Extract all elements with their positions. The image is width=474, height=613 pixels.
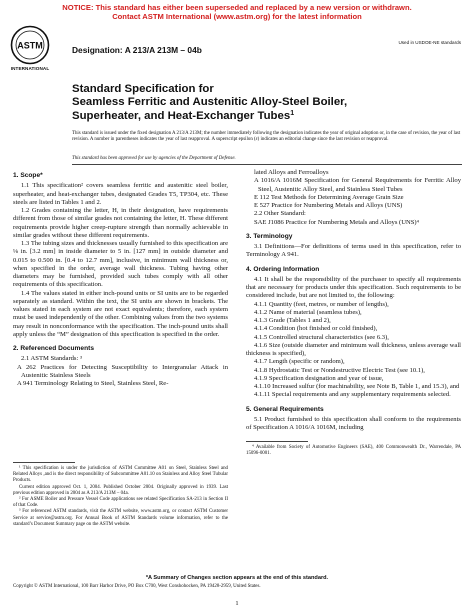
item-4-1-6: 4.1.6 Size (outside diameter and minimum wall thickness, unless average wall thickness is specified), <box>246 341 461 357</box>
footnote-1: ¹ This specification is under the jurisdiction of ASTM Committee A01 on Steel, Stainless Steel and Related Alloys ,and is the direct responsibility of Subcommittee A01.10 on Stainless and Alloy Steel Tubular Products. <box>13 466 228 484</box>
left-column <box>13 169 228 388</box>
title-footnote-mark: 1 <box>290 109 295 117</box>
ordering-information-heading: 4. Ordering Information <box>246 265 320 273</box>
para-3-1: 3.1 Definitions—For definitions of terms used in this specification, refer to Terminology A 941. <box>246 243 461 259</box>
footnote-divider-left <box>13 462 75 463</box>
right-column <box>246 169 461 432</box>
para-2-1: 2.1 ASTM Standards: ³ <box>21 355 82 363</box>
para-5-1: 5.1 Product furnished to this specification shall conform to the requirements of Specification A 1016/A 1016M, including <box>246 415 461 431</box>
footnotes-right <box>246 445 461 457</box>
dod-approval-note: This standard has been approved for use by agencies of the Department of Defense. <box>72 156 236 161</box>
para-2-2: 2.2 Other Standard: <box>254 210 306 218</box>
copyright-line: Copyright © ASTM International, 100 Barr Harbor Drive, PO Box C700, West Conshohocken, PA 19428-2959, United States. <box>13 584 261 589</box>
item-4-1-8: 4.1.8 Hydrostatic Test or Nondestructive Electric Test (see 10.1), <box>254 366 425 374</box>
summary-of-changes-note: *A Summary of Changes section appears at the end of this standard. <box>145 575 329 581</box>
para-1-3: 1.3 The tubing sizes and thicknesses usually furnished to this specification are ⅛ in. [3.2 mm] in inside diameter to 5 in. [127 mm] in outside diameter and 0.015 to 0.500 in. [0.4 to 12.7 mm], inclusive, in minimum wall thickness or, when specified in the order, average wall thickness. Tubing having other diameters may be furnished, provided such tubes comply with all other requirements of this specification. <box>13 240 228 289</box>
footnote-1-edition: Current edition approved Oct. 1, 2004. Published October 2004. Originally approved in 1939. Last previous edition approved in 2004 as A 213/A 213M – 04a. <box>13 484 228 496</box>
para-4-1: 4.1 It shall be the responsibility of the purchaser to specify all requirements that are necessary for products under this specification. Such requirements to be considered include, but are not limited to, the following: <box>246 275 461 300</box>
item-4-1-9: 4.1.9 Specification designation and year of issue, <box>254 374 384 382</box>
ref-a941: A 941 Terminology Relating to Steel, Stainless Steel, Re- <box>17 380 169 387</box>
header-divider <box>72 164 462 165</box>
item-4-1-1: 4.1.1 Quantity (feet, metres, or number of lengths), <box>254 300 389 308</box>
footnote-3: ³ For referenced ASTM standards, visit the ASTM website, www.astm.org, or contact ASTM Customer Service at service@astm.org. For Annual Book of ASTM Standards volume information, refer to the standard’s Document Summary page on the ASTM website. <box>13 509 228 527</box>
footnote-divider-right <box>246 441 308 442</box>
title-line-1: Standard Specification for <box>72 83 214 95</box>
para-1-4: 1.4 The values stated in either inch-pound units or SI units are to be regarded separately as standard. Within the text, the SI units are shown in brackets. The values stated in each system are not exact equivalents; therefore, each system must be used independently of the other. Combining values from the two systems may result in nonconformance with the specification. The inch-pound units shall apply unless the “M” designation of this specification is specified in the order. <box>13 289 228 338</box>
astm-logo-icon <box>10 25 50 65</box>
ref-a262: A 262 Practices for Detecting Susceptibility to Intergranular Attack in Austenitic Stainless Steels <box>17 363 228 379</box>
terminology-heading: 3. Terminology <box>246 232 293 240</box>
footnotes-left <box>13 466 228 528</box>
notice-line-1: NOTICE: This standard has either been superseded and replaced by a new version or withdrawn. <box>62 3 412 12</box>
ref-a1016: A 1016/A 1016M Specification for General Requirements for Ferritic Alloy Steel, Austenitic Alloy Steel, and Stainless Steel Tubes <box>254 177 461 193</box>
item-4-1-5: 4.1.5 Controlled structural characteristics (see 6.3), <box>254 333 389 341</box>
referenced-documents-heading: 2. Referenced Documents <box>13 345 94 352</box>
title-line-2: Seamless Ferritic and Austenitic Alloy-Steel Boiler, <box>72 96 348 109</box>
item-4-1-10: 4.1.10 Increased sulfur (for machinability, see Note B, Table 1, and 15.3), and <box>254 383 460 390</box>
footnote-2: ² For ASME Boiler and Pressure Vessel Code applications see related Specification SA-213 in Section II of that Code. <box>13 497 228 509</box>
ref-e527: E 527 Practice for Numbering Metals and Alloys (UNS) <box>254 202 403 209</box>
item-4-1-2: 4.1.2 Name of material (seamless tubes), <box>254 308 362 316</box>
item-4-1-4: 4.1.4 Condition (hot finished or cold finished), <box>254 325 378 333</box>
designation: Designation: A 213/A 213M – 04b <box>72 45 202 55</box>
used-in-note: Used in USDOE-NE standards <box>398 40 461 45</box>
para-1-1: 1.1 This specification² covers seamless ferritic and austenitic steel boiler, superheater, and heat-exchanger tubes, designated Grades T5, TP304, etc. These steels are listed in Tables 1 and 2. <box>13 182 228 206</box>
ref-a941-continued: lated Alloys and Ferroalloys <box>254 169 329 176</box>
ref-e112: E 112 Test Methods for Determining Average Grain Size <box>254 193 404 201</box>
logo-text: ASTM <box>17 40 43 51</box>
logo-caption: INTERNATIONAL <box>10 66 50 71</box>
item-4-1-11: 4.1.11 Special requirements and any supplementary requirements selected. <box>254 391 451 399</box>
page-title <box>72 83 412 123</box>
para-1-2: 1.2 Grades containing the letter, H, in their designation, have requirements different from those of similar grades not containing the letter, H. These different requirements provide higher creep-rupture strength than normally achievable in similar grades without these different requirements. <box>13 207 228 239</box>
general-requirements-heading: 5. General Requirements <box>246 405 324 413</box>
title-line-3: Superheater, and Heat-Exchanger Tubes <box>72 109 291 122</box>
withdrawn-notice <box>0 3 474 22</box>
designation-intro: This standard is issued under the fixed designation A 213/A 213M; the number immediately following the designation indicates the year of original adoption or, in the case of revision, the year of last revision. A number in parentheses indicates the year of last reapproval. A superscript epsilon (ε) indicates an editorial change since the last revision or reapproval. <box>72 131 461 143</box>
page-number: 1 <box>235 600 239 607</box>
footnote-4: ⁴ Available from Society of Automotive Engineers (SAE), 400 Commonwealth Dr., Warrendale, PA 15096-0001. <box>246 445 461 457</box>
item-4-1-3: 4.1.3 Grade (Tables 1 and 2), <box>254 317 331 324</box>
notice-line-2: Contact ASTM International (www.astm.org) for the latest information <box>112 12 362 22</box>
ref-sae-j1086: SAE J1086 Practice for Numbering Metals and Alloys (UNS)⁴ <box>254 218 419 226</box>
scope-heading: 1. Scope* <box>13 172 43 179</box>
item-4-1-7: 4.1.7 Length (specific or random), <box>254 358 345 366</box>
